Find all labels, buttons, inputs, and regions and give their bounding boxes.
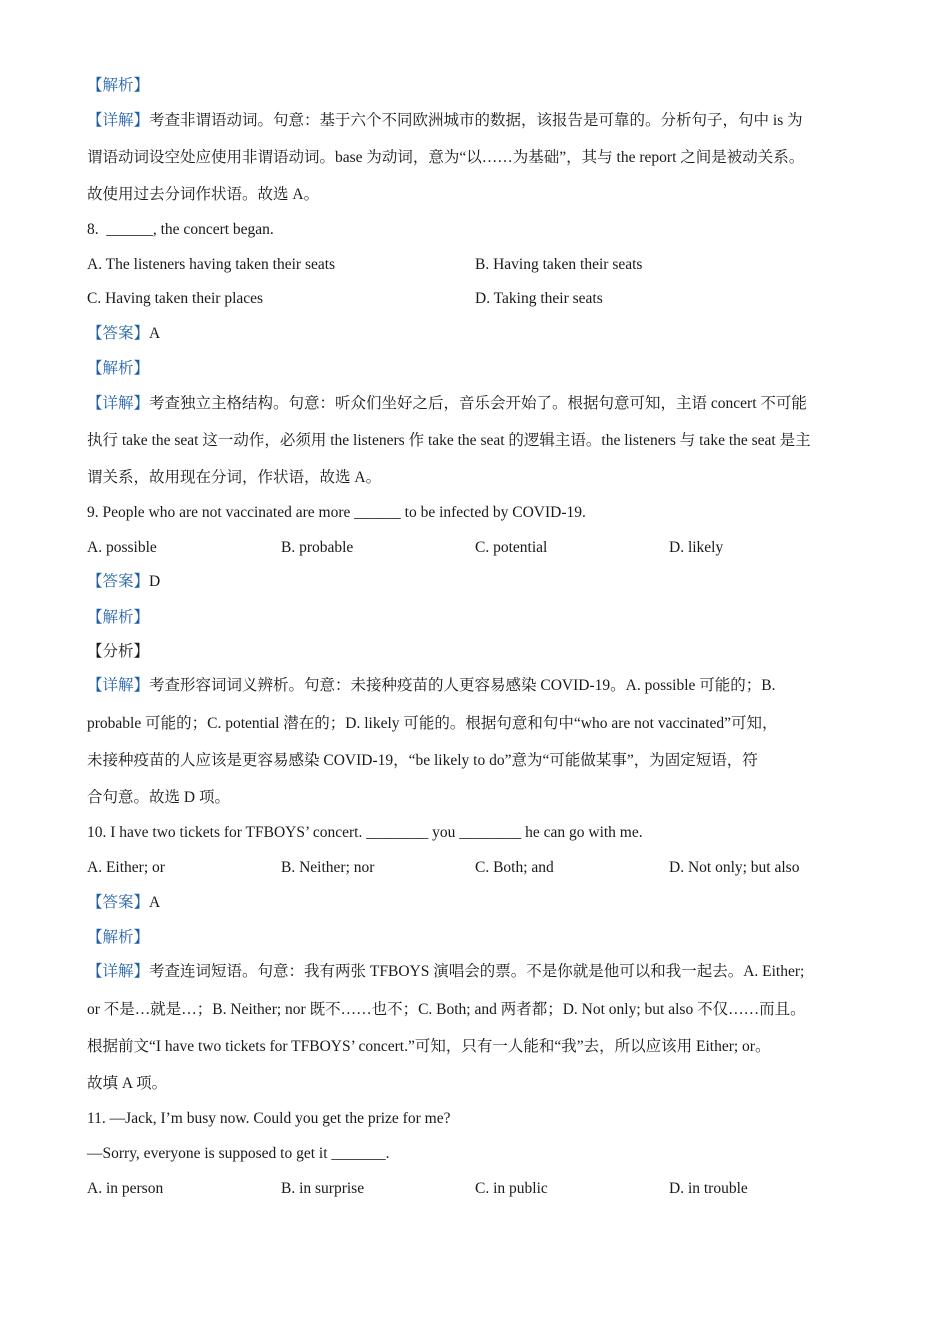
- q10-answer: 【答案】A: [87, 894, 161, 911]
- q9-option-c: C. potential: [475, 539, 548, 556]
- q9-xiangjie-line-2: probable 可能的；C. potential 潜在的；D. likely 可能的。根据句意和句中“who are not vaccinated”可知，: [87, 715, 778, 732]
- q7-xiangjie-line-2: 谓语动词设空处应使用非谓语动词。base 为动词，意为“以……为基础”，其与 the report 之间是被动关系。: [87, 149, 805, 166]
- q9-option-a: A. possible: [87, 539, 157, 556]
- q11-option-a: A. in person: [87, 1180, 164, 1197]
- q9-blank: ______: [354, 504, 401, 521]
- q9-stem: 9. People who are not vaccinated are more ______ to be infected by COVID-19.: [87, 504, 586, 521]
- q11-option-b: B. in surprise: [281, 1180, 365, 1197]
- q7-jiexi-tag: 【解析】: [87, 77, 150, 94]
- q8-xiangjie-line-1: 【详解】考查独立主格结构。句意：听众们坐好之后，音乐会开始了。根据句意可知，主语 concert 不可能: [87, 395, 807, 412]
- q8-blank: ______: [106, 221, 153, 238]
- q10-option-c: C. Both; and: [475, 859, 554, 876]
- q9-jiexi-tag: 【解析】: [87, 609, 150, 626]
- q10-stem: 10. I have two tickets for TFBOYS’ concert. ________ you ________ he can go with me.: [87, 824, 643, 841]
- q11-option-c: C. in public: [475, 1180, 548, 1197]
- q11-option-d: D. in trouble: [669, 1180, 748, 1197]
- q8-xiangjie-line-2: 执行 take the seat 这一动作，必须用 the listeners 作 take the seat 的逻辑主语。the listeners 与 take the seat 是主: [87, 432, 811, 449]
- q7-xiangjie-line-3: 故使用过去分词作状语。故选 A。: [87, 186, 320, 203]
- q11-line-1: 11. —Jack, I’m busy now. Could you get the prize for me?: [87, 1110, 451, 1127]
- q9-answer: 【答案】D: [87, 573, 161, 590]
- q10-option-b: B. Neither; nor: [281, 859, 375, 876]
- q9-xiangjie-line-4: 合句意。故选 D 项。: [87, 789, 230, 806]
- q8-option-b: B. Having taken their seats: [475, 256, 643, 273]
- q10-xiangjie-tag: 【详解】: [87, 963, 150, 980]
- q10-option-d: D. Not only; but also: [669, 859, 800, 876]
- q7-xiangjie-tag: 【详解】: [87, 112, 150, 129]
- q8-option-a: A. The listeners having taken their seats: [87, 256, 336, 273]
- q9-option-d: D. likely: [669, 539, 724, 556]
- q8-option-c: C. Having taken their places: [87, 290, 264, 307]
- q8-answer: 【答案】A: [87, 325, 161, 342]
- q8-option-d: D. Taking their seats: [475, 290, 603, 307]
- q8-stem: 8. ______, the concert began.: [87, 221, 274, 238]
- q10-xiangjie-line-4: 故填 A 项。: [87, 1075, 168, 1092]
- q8-answer-tag: 【答案】: [87, 325, 150, 342]
- q11-line-2: —Sorry, everyone is supposed to get it _______.: [87, 1145, 390, 1162]
- q10-option-a: A. Either; or: [87, 859, 165, 876]
- q10-jiexi-tag: 【解析】: [87, 929, 150, 946]
- q9-xiangjie-line-3: 未接种疫苗的人应该是更容易感染 COVID-19，“be likely to do”意为“可能做某事”，为固定短语，符: [87, 752, 758, 769]
- q9-answer-tag: 【答案】: [87, 573, 150, 590]
- q10-blank-2: ________: [459, 824, 522, 841]
- q10-blank-1: ________: [366, 824, 429, 841]
- q8-xiangjie-tag: 【详解】: [87, 395, 150, 412]
- q10-answer-tag: 【答案】: [87, 894, 150, 911]
- q9-xiangjie-tag: 【详解】: [87, 677, 150, 694]
- q8-jiexi-tag: 【解析】: [87, 360, 150, 377]
- q10-xiangjie-line-3: 根据前文“I have two tickets for TFBOYS’ concert.”可知，只有一人能和“我”去，所以应该用 Either; or。: [87, 1038, 771, 1055]
- q9-xiangjie-line-1: 【详解】考查形容词词义辨析。句意：未接种疫苗的人更容易感染 COVID-19。A. possible 可能的；B.: [87, 677, 776, 694]
- q11-blank: _______: [331, 1145, 386, 1162]
- q7-xiangjie-line-1: 【详解】考查非谓语动词。句意：基于六个不同欧洲城市的数据，该报告是可靠的。分析句子，句中 is 为: [87, 112, 803, 129]
- q9-fenxi-tag: 【分析】: [87, 643, 150, 660]
- q8-xiangjie-line-3: 谓关系，故用现在分词，作状语，故选 A。: [87, 469, 382, 486]
- q10-xiangjie-line-2: or 不是…就是…；B. Neither; nor 既不……也不；C. Both; and 两者都；D. Not only; but also 不仅……而且。: [87, 1001, 806, 1018]
- q10-xiangjie-line-1: 【详解】考查连词短语。句意：我有两张 TFBOYS 演唱会的票。不是你就是他可以和我一起去。A. Either;: [87, 963, 805, 980]
- q9-option-b: B. probable: [281, 539, 354, 556]
